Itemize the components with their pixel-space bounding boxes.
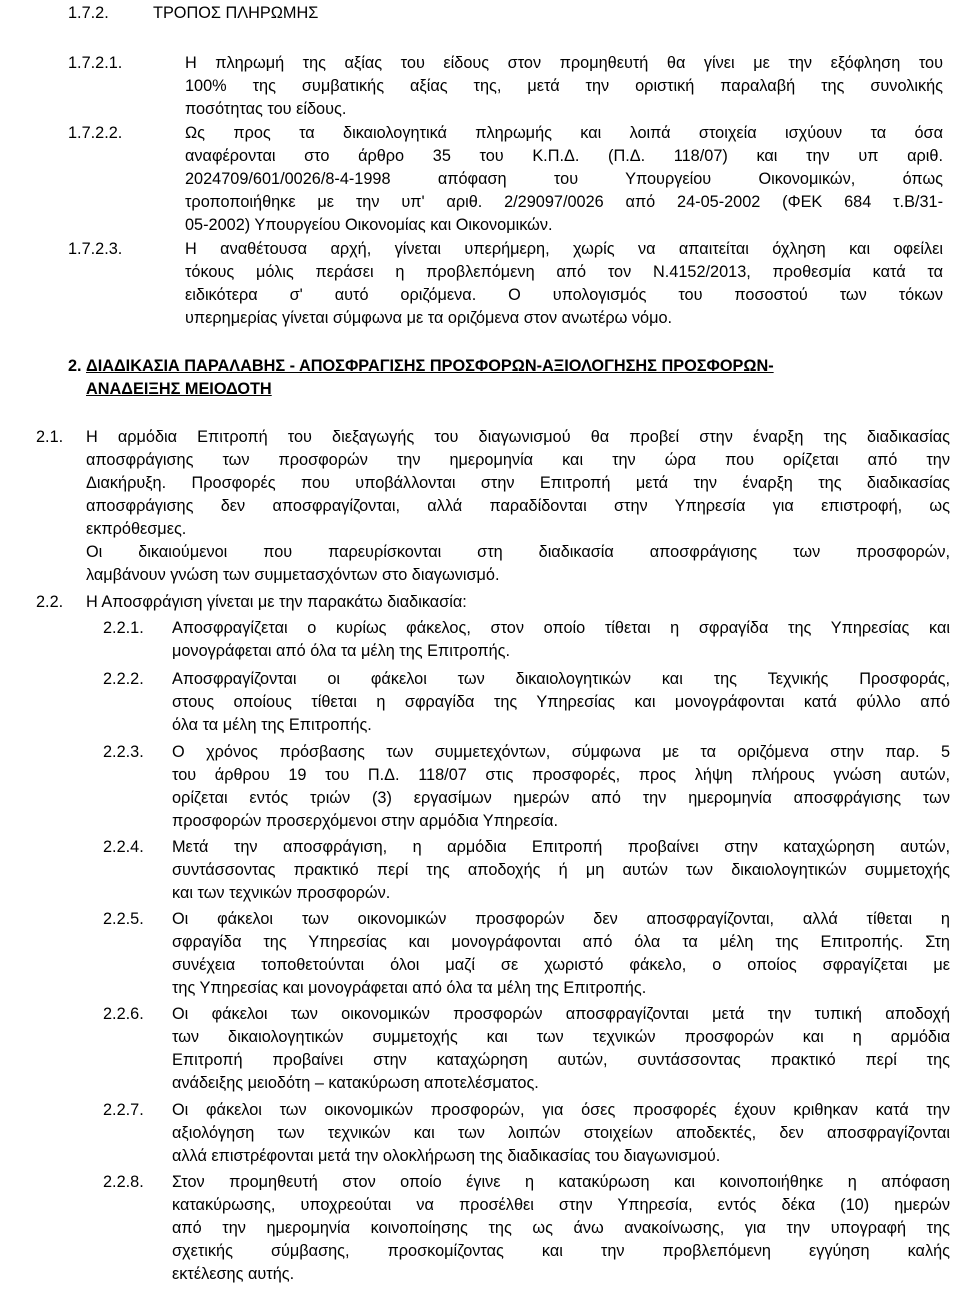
paragraph-line: των δικαιολογητικών συμμετοχής και των τεχνικών προσφορών και η αρμόδια bbox=[172, 1028, 950, 1046]
paragraph-line: τόκους μόλις περάσει η προβλεπόμενη από τον Ν.4152/2013, προθεσμία κατά τα bbox=[185, 263, 943, 281]
paragraph-line: Στον προμηθευτή στον οποίο έγινε η κατακύρωση και κοινοποιήθηκε η απόφαση bbox=[172, 1173, 950, 1191]
paragraph-line: Επιτροπή προβαίνει στην καταχώρηση αυτών, συντάσσοντας πρακτικό περί της bbox=[172, 1051, 950, 1069]
paragraph-line: Οι φάκελοι των οικονομικών προσφορών, για όσες προσφορές έχουν κριθηκαν κατά την bbox=[172, 1101, 950, 1119]
paragraph-line: 2024709/601/0026/8-4-1998 απόφαση του Υπουργείου Οικονομικών, όπως bbox=[185, 170, 943, 188]
section-title: ΤΡΟΠΟΣ ΠΛΗΡΩΜΗΣ bbox=[153, 4, 319, 22]
paragraph-line: του άρθρου 19 του Π.Δ. 118/07 στις προσφορές, προς λήψη πλήρους γνώση αυτών, bbox=[172, 766, 950, 784]
paragraph-line: και των τεχνικών προσφορών. bbox=[172, 884, 391, 902]
section-number: 2.2.5. bbox=[103, 910, 144, 928]
paragraph-line: ανάδειξης μειοδότη – κατακύρωση αποτελέσματος. bbox=[172, 1074, 539, 1092]
section-number: 1.7.2. bbox=[68, 4, 109, 22]
chapter-title: ΑΝΑΔΕΙΞΗΣ ΜΕΙΟΔΟΤΗ bbox=[86, 380, 272, 398]
paragraph-line: τροποποιήθηκε με την υπ' αριθ. 2/29097/0026 από 24-05-2002 (ΦΕΚ 684 τ.Β/31- bbox=[185, 193, 943, 211]
paragraph-line: ειδικότερα σ' αυτό οριζόμενα. Ο υπολογισμός του ποσοστού των τόκων bbox=[185, 286, 943, 304]
paragraph-line: από την ημερομηνία κοινοποίησης της ως άνω ανακοίνωσης, για την υπογραφή της bbox=[172, 1219, 950, 1237]
paragraph-line: αποσφράγισης των προσφορών την ημερομηνία και την ώρα που ορίζεται από την bbox=[86, 451, 950, 469]
paragraph-line: Οι φάκελοι των οικονομικών προσφορών αποσφραγίζονται μετά την τυπική αποδοχή bbox=[172, 1005, 950, 1023]
paragraph-line: 100% της συμβατικής αξίας της, μετά την οριστική παραλαβή της συνολικής bbox=[185, 77, 943, 95]
paragraph-line: αποσφράγισης δεν αποσφραγίζονται, αλλά παραδίδονται στην Υπηρεσία για επιστροφή, ως bbox=[86, 497, 950, 515]
chapter-title: ΔΙΑΔΙΚΑΣΙΑ ΠΑΡΑΛΑΒΗΣ - ΑΠΟΣΦΡΑΓΙΣΗΣ ΠΡΟΣΦΟΡΩΝ-ΑΞΙΟΛΟΓΗΣΗΣ ΠΡΟΣΦΟΡΩΝ- bbox=[86, 357, 774, 375]
section-number: 2.2.3. bbox=[103, 743, 144, 761]
paragraph-line: εκπρόθεσμες. bbox=[86, 520, 187, 538]
paragraph-line: υπερημερίας γίνεται σύμφωνα με τα οριζόμενα στον ανωτέρω νόμο. bbox=[185, 309, 673, 327]
paragraph-line: συνέχεια τοποθετούνται όλοι μαζί σε χωριστό φάκελο, ο οποίος σφραγίζεται με bbox=[172, 956, 950, 974]
chapter-number: 2. bbox=[68, 357, 82, 375]
paragraph-line: Ο χρόνος πρόσβασης των συμμετεχόντων, σύμφωνα με τα οριζόμενα στην παρ. 5 bbox=[172, 743, 950, 761]
section-number: 2.2.8. bbox=[103, 1173, 144, 1191]
paragraph-line: σφραγίδα της Υπηρεσίας και μονογράφονται από όλα τα μέλη της Επιτροπής. Στη bbox=[172, 933, 950, 951]
section-number: 1.7.2.1. bbox=[68, 54, 123, 72]
paragraph-line: Αποσφραγίζονται οι φάκελοι των δικαιολογητικών και της Τεχνικής Προσφοράς, bbox=[172, 670, 950, 688]
paragraph-line: μονογράφεται από όλα τα μέλη της Επιτροπής. bbox=[172, 642, 511, 660]
paragraph-line: προσφορών προσερχόμενοι στην αρμόδια Υπηρεσία. bbox=[172, 812, 559, 830]
section-number: 2.2. bbox=[36, 593, 64, 611]
paragraph-line: Διακήρυξη. Προσφορές που υποβάλλονται στην Επιτροπή μετά την έναρξη της διαδικασίας bbox=[86, 474, 950, 492]
section-number: 2.2.7. bbox=[103, 1101, 144, 1119]
paragraph-line: Η αρμόδια Επιτροπή του διεξαγωγής του διαγωνισμού θα προβεί στην έναρξη της διαδικασίας bbox=[86, 428, 950, 446]
section-number: 1.7.2.2. bbox=[68, 124, 123, 142]
section-number: 2.2.1. bbox=[103, 619, 144, 637]
section-number: 2.2.4. bbox=[103, 838, 144, 856]
paragraph-line: 05-2002) Υπουργείου Οικονομίας και Οικονομικών. bbox=[185, 216, 553, 234]
paragraph-line: Οι δικαιούμενοι που παρευρίσκονται στη διαδικασία αποσφράγισης των προσφορών, bbox=[86, 543, 950, 561]
paragraph-line: στους οποίους τίθεται η σφραγίδα της Υπηρεσίας και μονογράφονται κατά φύλλο από bbox=[172, 693, 950, 711]
section-number: 1.7.2.3. bbox=[68, 240, 123, 258]
section-number: 2.2.2. bbox=[103, 670, 144, 688]
paragraph-line: κατακύρωσης, υποχρεούται να προσέλθει στην Υπηρεσία, εντός δέκα (10) ημερών bbox=[172, 1196, 950, 1214]
section-number: 2.1. bbox=[36, 428, 64, 446]
paragraph-line: συντάσσοντας πρακτικό περί της αποδοχής ή μη αυτών των δικαιολογητικών συμμετοχής bbox=[172, 861, 950, 879]
paragraph-line: Η Αποσφράγιση γίνεται με την παρακάτω διαδικασία: bbox=[86, 593, 467, 611]
paragraph-line: Ως προς τα δικαιολογητικά πληρωμής και λοιπά στοιχεία ισχύουν τα όσα bbox=[185, 124, 943, 142]
paragraph-line: Αποσφραγίζεται ο κυρίως φάκελος, στον οποίο τίθεται η σφραγίδα της Υπηρεσίας και bbox=[172, 619, 950, 637]
paragraph-line: λαμβάνουν γνώση των συμμετασχόντων στο διαγωνισμό. bbox=[86, 566, 500, 584]
paragraph-line: εκτέλεσης αυτής. bbox=[172, 1265, 295, 1283]
paragraph-line: Η αναθέτουσα αρχή, γίνεται υπερήμερη, χωρίς να απαιτείται όχληση και οφείλει bbox=[185, 240, 943, 258]
paragraph-line: αναφέρονται στο άρθρο 35 του Κ.Π.Δ. (Π.Δ. 118/07) και την υπ αριθ. bbox=[185, 147, 943, 165]
paragraph-line: ποσότητας του είδους. bbox=[185, 100, 347, 118]
paragraph-line: Η πληρωμή της αξίας του είδους στον προμηθευτή θα γίνει με την εξόφληση του bbox=[185, 54, 943, 72]
paragraph-line: αλλά επιστρέφονται μετά την ολοκλήρωση της διαδικασίας του διαγωνισμού. bbox=[172, 1147, 721, 1165]
paragraph-line: αξιολόγηση των τεχνικών και των λοιπών στοιχείων αποδεκτές, δεν αποσφραγίζονται bbox=[172, 1124, 950, 1142]
paragraph-line: Οι φάκελοι των οικονομικών προσφορών δεν αποσφραγίζονται, αλλά τίθεται η bbox=[172, 910, 950, 928]
paragraph-line: σχετικής σύμβασης, προσκομίζοντας και την προβλεπόμενη εγγύηση καλής bbox=[172, 1242, 950, 1260]
paragraph-line: Μετά την αποσφράγιση, η αρμόδια Επιτροπή προβαίνει στην καταχώρηση αυτών, bbox=[172, 838, 950, 856]
paragraph-line: της Υπηρεσίας και μονογράφεται από όλα τα μέλη της Επιτροπής. bbox=[172, 979, 647, 997]
paragraph-line: ορίζεται εντός τριών (3) εργασίμων ημερών από την ημερομηνία αποσφράγισης των bbox=[172, 789, 950, 807]
paragraph-line: όλα τα μέλη της Επιτροπής. bbox=[172, 716, 372, 734]
section-number: 2.2.6. bbox=[103, 1005, 144, 1023]
